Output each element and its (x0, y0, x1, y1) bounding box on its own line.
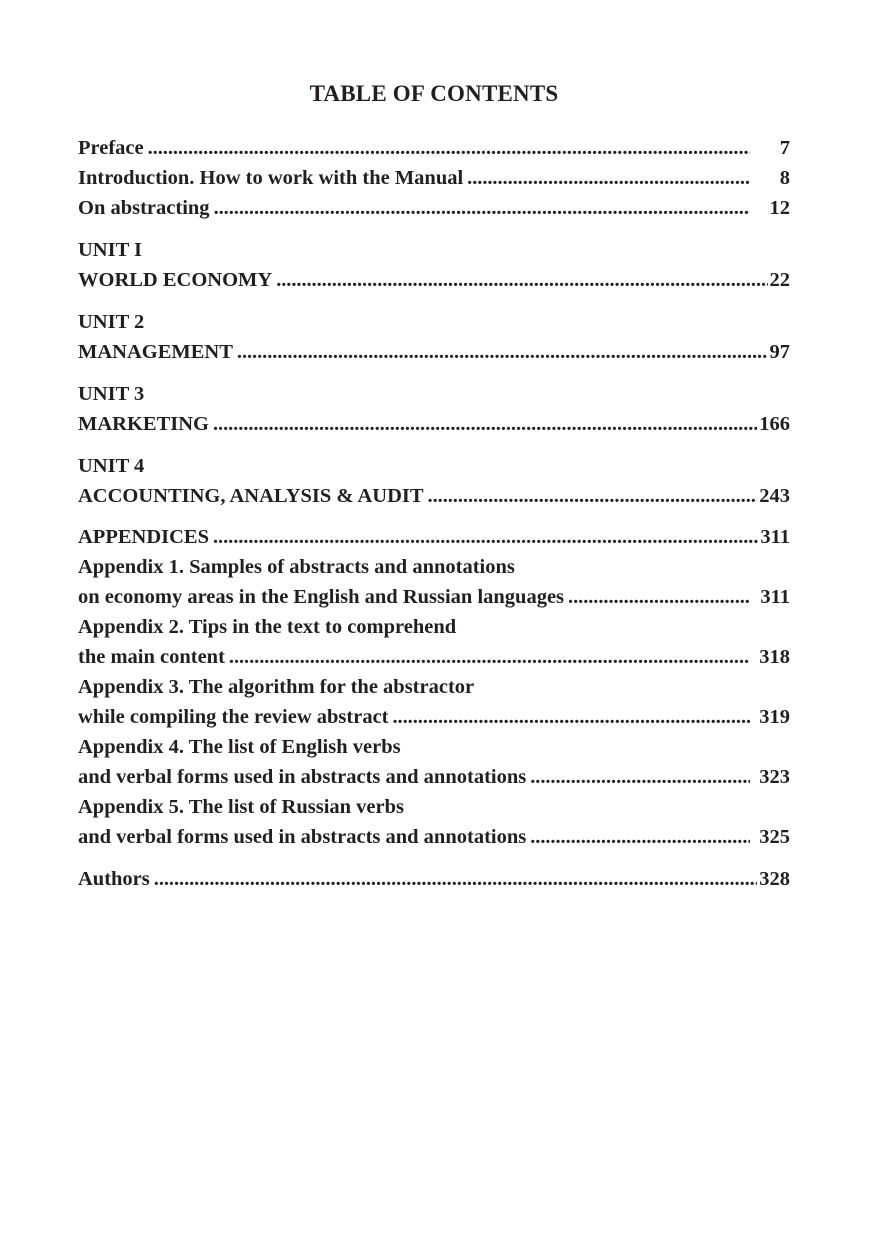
toc-page-number: 12 (769, 197, 790, 219)
toc-entry-appendix-1-title: Appendix 1. Samples of abstracts and annotations (78, 556, 515, 578)
unit-heading: UNIT 4 (78, 455, 145, 477)
toc-entry-abstracting[interactable] (78, 193, 790, 223)
toc-entry-appendix-2[interactable] (78, 642, 790, 672)
toc-page-number: 311 (760, 526, 790, 548)
toc-entry-appendix-3[interactable] (78, 702, 790, 732)
toc-entry-label: APPENDICES (78, 526, 209, 548)
toc-entry-introduction[interactable] (78, 163, 790, 193)
toc-entry-label: the main content (78, 646, 225, 668)
toc-entry-label: Authors (78, 868, 150, 890)
toc-page-number: 325 (759, 826, 790, 848)
toc-entry-world-economy[interactable] (78, 265, 790, 295)
dot-leader (154, 864, 757, 894)
toc-entry-label: on economy areas in the English and Russian languages (78, 586, 565, 608)
dot-leader (213, 409, 757, 439)
toc-page-number: 7 (779, 137, 790, 159)
toc-entry-appendix-5[interactable] (78, 822, 790, 852)
toc-entry-label: On abstracting (78, 197, 210, 219)
dot-leader (393, 702, 751, 732)
toc-entry-appendices[interactable] (78, 522, 790, 552)
dot-leader (213, 522, 758, 552)
toc-page-number: 166 (759, 413, 790, 435)
toc-entry-label: Preface (78, 137, 144, 159)
toc-entry-label: MANAGEMENT (78, 341, 233, 363)
toc-entry-appendix-3-title: Appendix 3. The algorithm for the abstractor (78, 676, 475, 698)
toc-page-number: 318 (759, 646, 790, 668)
toc-entry-accounting[interactable] (78, 481, 790, 511)
toc-page-number: 311 (760, 586, 790, 608)
toc-page-number: 97 (769, 341, 790, 363)
dot-leader (428, 481, 758, 511)
dot-leader (530, 822, 750, 852)
toc-entry-appendix-4[interactable] (78, 762, 790, 792)
toc-entry-label: while compiling the review abstract (78, 706, 389, 728)
unit-heading: UNIT 3 (78, 383, 145, 405)
toc-entry-label: and verbal forms used in abstracts and annotations (78, 826, 527, 848)
dot-leader (530, 762, 750, 792)
toc-entry-appendix-4-title: Appendix 4. The list of English verbs (78, 736, 401, 758)
dot-leader (148, 133, 750, 163)
toc-entry-appendix-1[interactable] (78, 582, 790, 612)
toc-entry-label: MARKETING (78, 413, 209, 435)
toc-entry-label: Introduction. How to work with the Manual (78, 167, 464, 189)
toc-page-number: 319 (759, 706, 790, 728)
toc-page-number: 328 (759, 868, 790, 890)
toc-entry-marketing[interactable] (78, 409, 790, 439)
dot-leader (276, 265, 767, 295)
toc-entry-preface[interactable] (78, 133, 790, 163)
toc-page-number: 22 (769, 269, 790, 291)
dot-leader (214, 193, 750, 223)
toc-entry-label: ACCOUNTING, ANALYSIS & AUDIT (78, 485, 424, 507)
toc-entry-label: WORLD ECONOMY (78, 269, 273, 291)
unit-heading: UNIT 2 (78, 311, 145, 333)
toc-entry-appendix-2-title: Appendix 2. Tips in the text to comprehend (78, 616, 457, 638)
dot-leader (237, 337, 768, 367)
toc-page-number: 323 (759, 766, 790, 788)
dot-leader (568, 582, 750, 612)
toc-entry-label: and verbal forms used in abstracts and annotations (78, 766, 527, 788)
unit-heading: UNIT I (78, 239, 142, 261)
page-title: TABLE OF CONTENTS (309, 81, 559, 106)
toc-entry-authors[interactable] (78, 864, 790, 894)
toc-entry-management[interactable] (78, 337, 790, 367)
dot-leader (467, 163, 750, 193)
toc-entry-appendix-5-title: Appendix 5. The list of Russian verbs (78, 796, 404, 818)
dot-leader (229, 642, 750, 672)
toc-page-number: 243 (759, 485, 790, 507)
toc-page-number: 8 (779, 167, 790, 189)
